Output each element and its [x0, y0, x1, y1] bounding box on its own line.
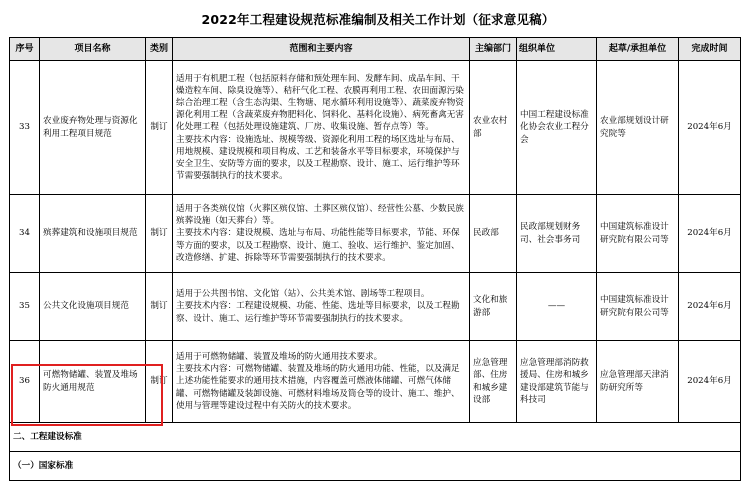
- row-scope: [173, 273, 470, 341]
- page-title: 2022年工程建设规范标准编制及相关工作计划（征求意见稿）: [201, 12, 555, 27]
- row-deadline: 2024年6月: [679, 195, 741, 273]
- work-plan-table: [9, 37, 741, 481]
- row-type: 制订: [146, 341, 173, 423]
- table-row: [10, 273, 741, 341]
- subsection-heading: （一）国家标准: [10, 452, 741, 481]
- row-drafter: 农业部规划设计研究院等: [597, 61, 679, 195]
- row-department: 民政部: [470, 195, 517, 273]
- row-scope: [173, 61, 470, 195]
- row-name: 农业废弃物处理与资源化利用工程项目规范: [40, 61, 146, 195]
- row-deadline: 2024年6月: [679, 341, 741, 423]
- scope-content: 主要技术内容：工程建设规模、功能、性能、选址等目标要求，以及工程勘察、设计、施工、运行维护等环节需要强制执行的技术要求。: [176, 301, 460, 324]
- row-department: 文化和旅游部: [470, 273, 517, 341]
- scope-content: 主要技术内容：建设规模、选址与布局、功能性能等目标要求，节能、环保等方面的要求，以及工程勘察、设计、施工、验收、运行维护、鉴定加固、改造修缮、扩建、拆除等环节需要强制执行的技术要求。: [176, 228, 460, 263]
- scope-content: 主要技术内容：设施选址、规模等级、资源化利用工程的场区选址与布局、用地规模、建设规模和项目构成、工艺和装备水平等目标要求，环境保护与安全卫生、安防等方面的要求，以及工程勘察、设计、施工、运行维护等环节需要强制执行的技术要求。: [176, 134, 460, 182]
- column-header-scope: 范围和主要内容: [173, 38, 470, 61]
- table-row: [10, 341, 741, 423]
- row-scope: [173, 195, 470, 273]
- row-name: 公共文化设施项目规范: [40, 273, 146, 341]
- row-drafter: 应急管理部天津消防研究所等: [597, 341, 679, 423]
- scope-applies: 适用于可燃物储罐、装置及堆场的防火通用技术要求。: [176, 351, 383, 362]
- row-organization: ——: [517, 273, 597, 341]
- scope-content: 主要技术内容：可燃物储罐、装置及堆场的防火通用功能、性能，以及满足上述功能性能要求的通用技术措施，内容覆盖可燃液体储罐、可燃气体储罐、可燃物储罐及装卸设施、可燃材料堆场及筒仓等的设计、施工、维护、使用与管理等建设过程中有关防火的技术要求。: [176, 364, 460, 411]
- table-header-row: [10, 38, 741, 61]
- scope-applies: 适用于公共图书馆、文化馆（站）、公共美术馆、剧场等工程项目。: [176, 289, 430, 300]
- row-seq: 34: [10, 195, 40, 273]
- scope-applies: 适用于各类殡仪馆（火葬区殡仪馆、土葬区殡仪馆）、经营性公墓、少数民族殡葬设施（如天葬台）等。: [176, 203, 464, 227]
- row-name: 可燃物储罐、装置及堆场防火通用规范: [40, 341, 146, 423]
- column-header-department: 主编部门: [470, 38, 517, 61]
- row-deadline: 2024年6月: [679, 273, 741, 341]
- row-department: 农业农村部: [470, 61, 517, 195]
- row-department: 应急管理部、住房和城乡建设部: [470, 341, 517, 423]
- row-organization: 民政部规划财务司、社会事务司: [517, 195, 597, 273]
- column-header-name: 项目名称: [40, 38, 146, 61]
- row-seq: 36: [10, 341, 40, 423]
- column-header-seq: 序号: [10, 38, 40, 61]
- row-drafter: 中国建筑标准设计研究院有限公司等: [597, 273, 679, 341]
- row-type: 制订: [146, 61, 173, 195]
- row-type: 制订: [146, 195, 173, 273]
- column-header-drafter: 起草/承担单位: [597, 38, 679, 61]
- table-row: [10, 61, 741, 195]
- row-organization: 中国工程建设标准化协会农业工程分会: [517, 61, 597, 195]
- row-scope: [173, 341, 470, 423]
- row-seq: 33: [10, 61, 40, 195]
- column-header-organization: 组织单位: [517, 38, 597, 61]
- row-seq: 35: [10, 273, 40, 341]
- section-heading: 二、工程建设标准: [10, 423, 741, 452]
- table-row: [10, 195, 741, 273]
- column-header-type: 类别: [146, 38, 173, 61]
- subsection-row: [10, 452, 741, 481]
- row-drafter: 中国建筑标准设计研究院有限公司等: [597, 195, 679, 273]
- row-type: 制订: [146, 273, 173, 341]
- row-deadline: 2024年6月: [679, 61, 741, 195]
- column-header-deadline: 完成时间: [679, 38, 741, 61]
- scope-applies: 适用于有机肥工程（包括原料存储和预处理车间、发酵车间、成品车间、干燥造粒车间、除臭设施等）、秸秆气化工程、农膜再利用工程、农田面源污染综合治理工程（含生态沟渠、生物塘、尾水循环利用设施等）、蔬菜废弃物资源化利用工程（含蔬菜废弃物肥料化、饲料化、基料化设施）、病死畜禽无害化处理工程（包括处理设施建筑、厂房、收集设施、暂存点等）等。: [176, 73, 464, 133]
- row-name: 殡葬建筑和设施项目规范: [40, 195, 146, 273]
- section-row: [10, 423, 741, 452]
- row-organization: 应急管理部消防救援局、住房和城乡建设部建筑节能与科技司: [517, 341, 597, 423]
